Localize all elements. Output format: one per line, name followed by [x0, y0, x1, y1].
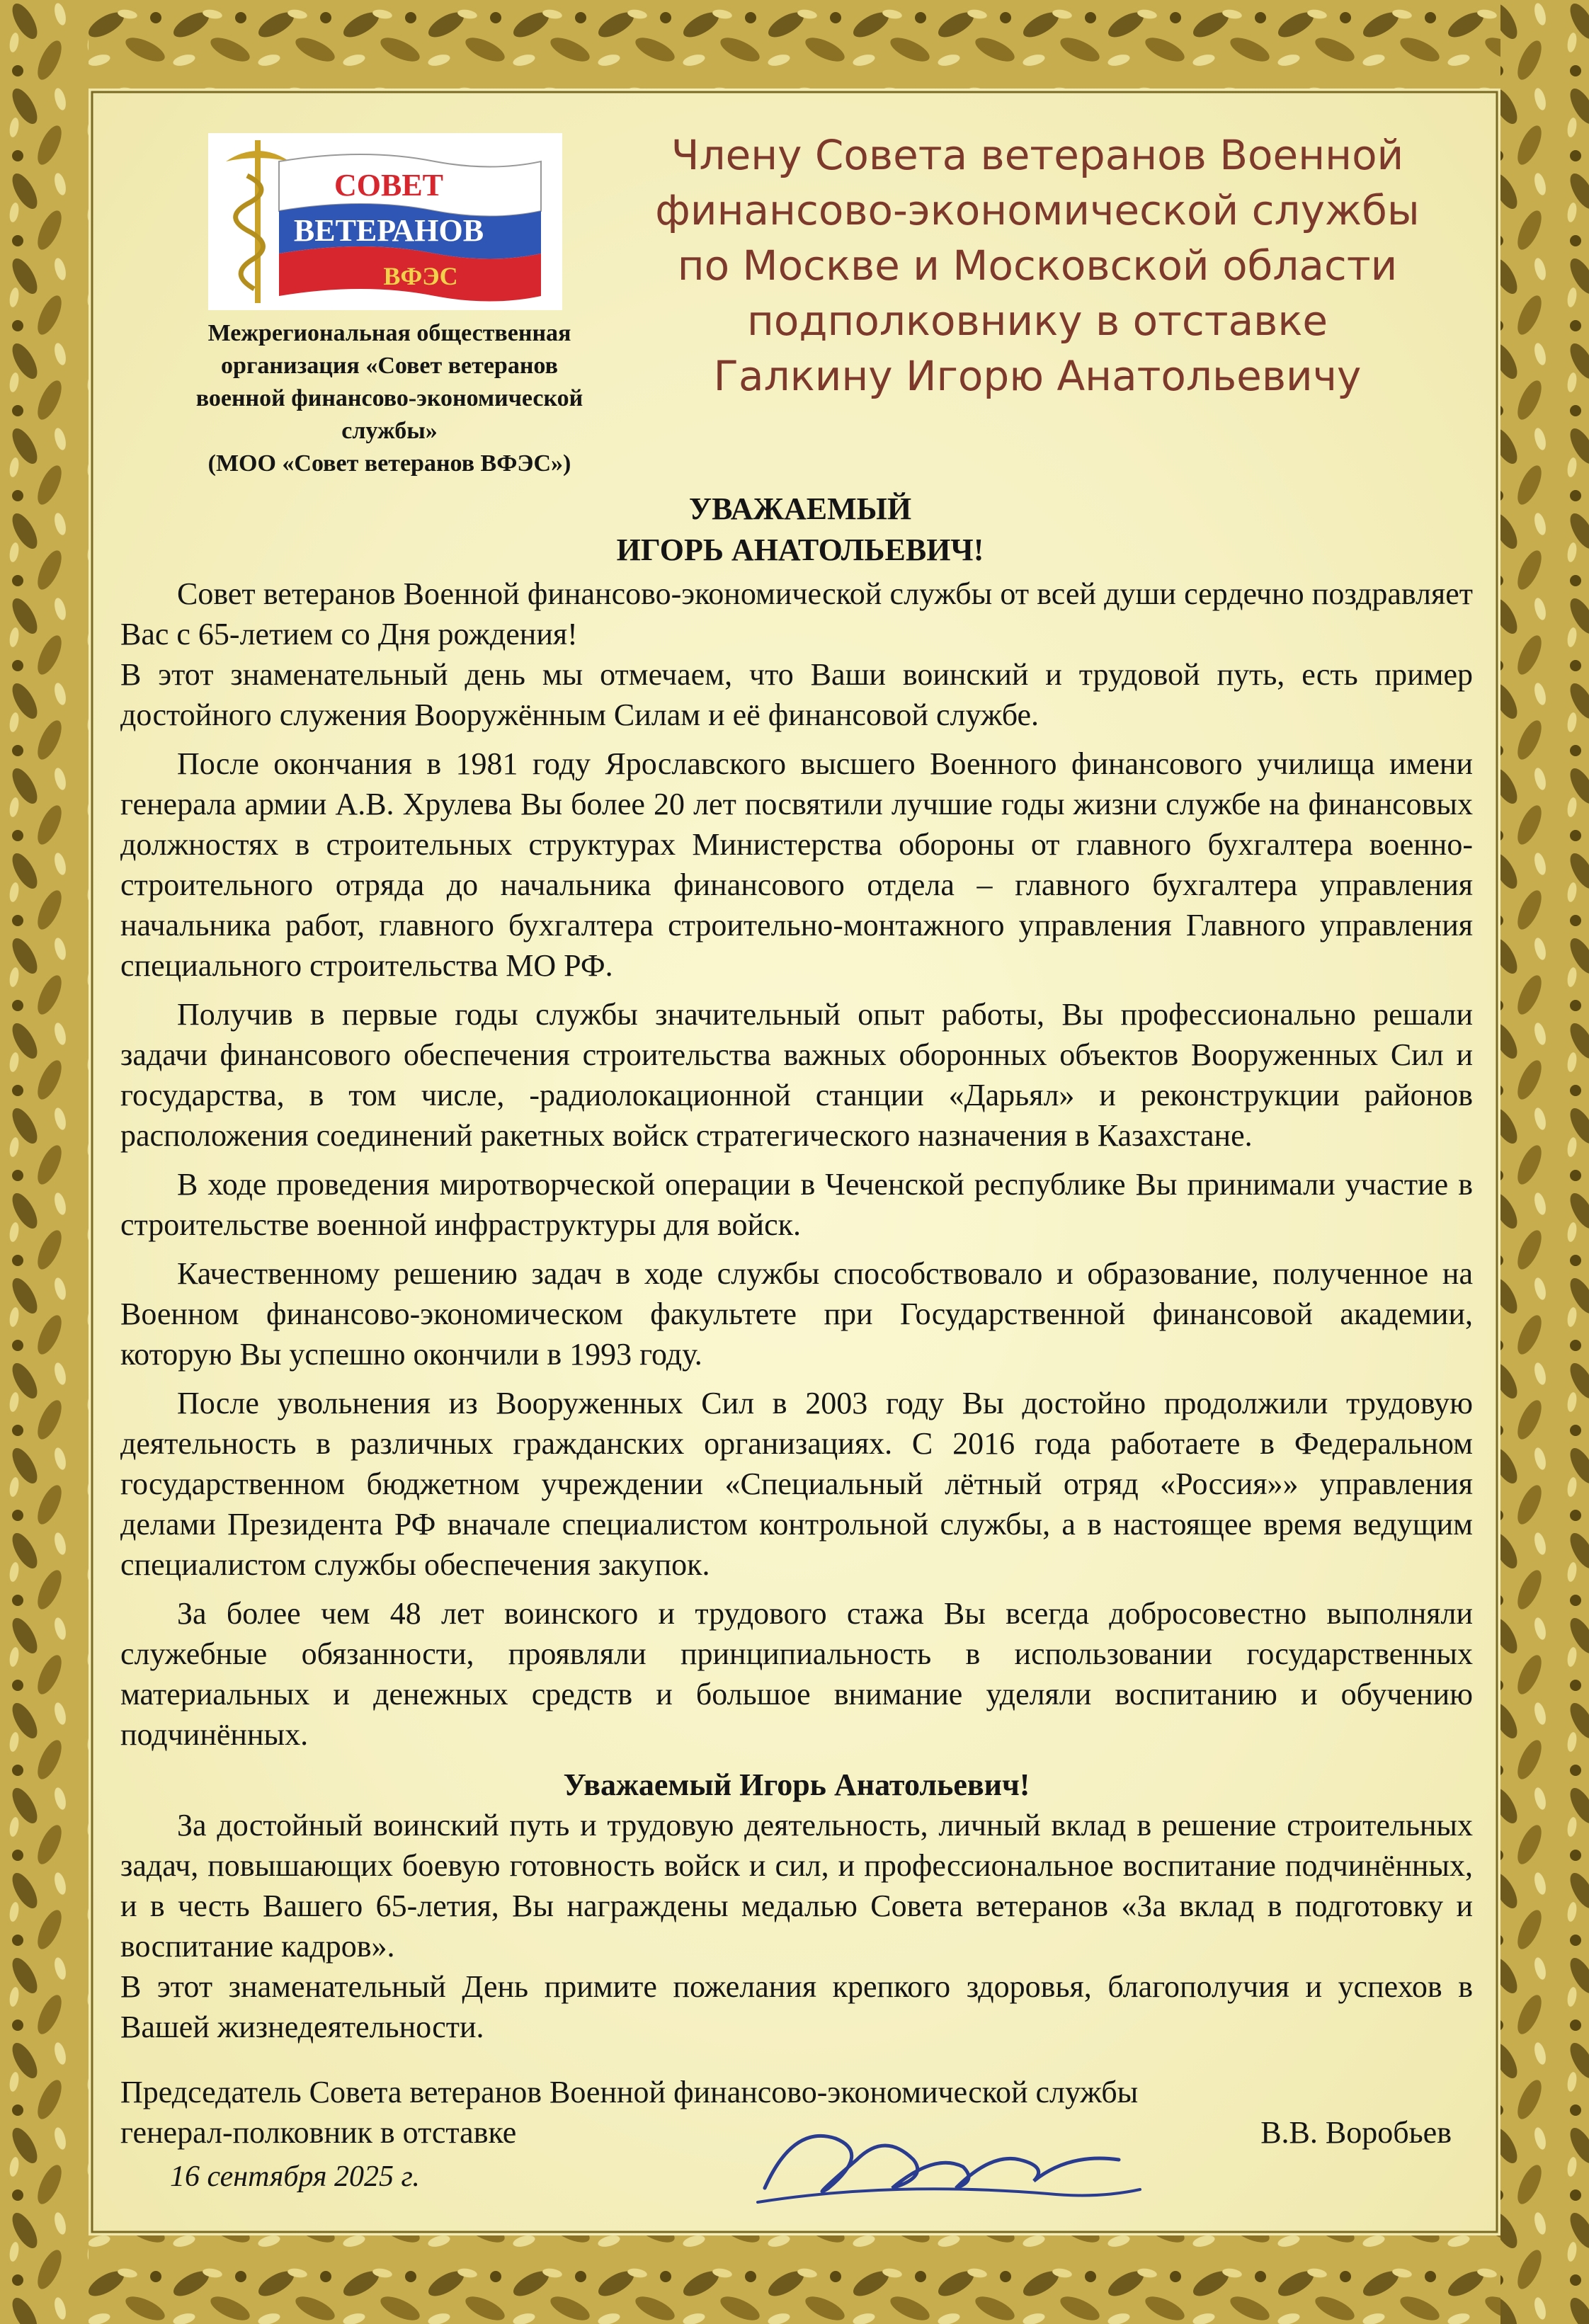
paragraph: За достойный воинский путь и трудовую деятельность, личный вклад в решение строительных задач, повышающих боевую готовность войск и сил, и профессиональное воспитание подчинённых, и в честь Вашего 65-летия, Вы награждены медалью Совета ветеранов «За вклад в подготовку и воспитание кадров».	[120, 1808, 1473, 1964]
org-line: военной финансово-экономической	[195, 385, 583, 411]
mid-salutation: Уважаемый Игорь Анатольевич!	[563, 1767, 1030, 1802]
org-line: службы»	[341, 418, 438, 444]
recipient-block	[637, 127, 1437, 404]
paragraph: После увольнения из Вооруженных Сил в 2003 году Вы достойно продолжили трудовую деятельность в различных гражданских организациях. С 2016 года работаете в Федеральном государственном бюджетном учреждении «Специальный лётный отряд «Россия»» управления делами Президента РФ вначале специалистом контрольной службы, а в настоящее время ведущим специалистом службы обеспечения закупок.	[120, 1386, 1473, 1582]
svg-text:СОВЕТ: СОВЕТ	[334, 168, 444, 203]
council-logo	[208, 133, 562, 310]
salutation-line: ИГОРЬ АНАТОЛЬЕВИЧ!	[616, 532, 984, 567]
paragraph: После окончания в 1981 году Ярославского высшего Военного финансового училища имени генерала армии А.В. Хрулева Вы более 20 лет посвятили лучшие годы жизни службе на финансовых должностях в строительных структурах Министерства обороны от главного бухгалтера военно-строительного отряда до начальника финансового отдела – главного бухгалтера управления начальника работ, главного бухгалтера строительно-монтажного управления Главного управления специального строительства МО РФ.	[120, 746, 1473, 983]
organization-name	[142, 317, 637, 480]
paragraph: В этот знаменательный День примите пожелания крепкого здоровья, благополучия и успехов в Вашей жизнедеятельности.	[120, 1969, 1473, 2044]
recipient-line: финансово-экономической службы	[655, 186, 1420, 234]
signer-position: Председатель Совета ветеранов Военной финансово-экономической службы	[120, 2075, 1139, 2109]
recipient-line: по Москве и Московской области	[677, 241, 1398, 290]
salutation-line: УВАЖАЕМЫЙ	[688, 491, 912, 526]
recipient-line: Галкину Игорю Анатольевичу	[713, 352, 1362, 400]
paragraph: Совет ветеранов Военной финансово-экономической службы от всей души сердечно поздравляет Вас с 65-летием со Дня рождения!	[120, 576, 1473, 651]
signer-name: В.В. Воробьев	[1260, 2115, 1452, 2150]
salutation	[425, 489, 1175, 571]
org-line: Межрегиональная общественная	[207, 320, 571, 346]
paragraph: В ходе проведения миротворческой операции в Чеченской республике Вы принимали участие в строительстве военной инфраструктуры для войск.	[120, 1167, 1473, 1242]
paragraph: Качественному решению задач в ходе службы способствовало и образование, полученное на Военном финансово-экономическом факультете при Государственной финансовой академии, которую Вы успешно окончили в 1993 году.	[120, 1256, 1473, 1372]
signer-rank: генерал-полковник в отставке	[120, 2115, 517, 2150]
paragraph: За более чем 48 лет воинского и трудового стажа Вы всегда добросовестно выполняли служебные обязанности, проявляли принципиальность в использовании государственных материальных и денежных средств и большое внимание уделяли воспитанию и обучению подчинённых.	[120, 1596, 1473, 1752]
org-line: (МОО «Совет ветеранов ВФЭС»)	[207, 450, 571, 477]
paragraph: Получив в первые годы службы значительный опыт работы, Вы профессионально решали задачи финансового обеспечения строительства важных оборонных объектов Вооруженных Сил и государства, в том числе, -радиолокационной станции «Дарьял» и реконструкции районов расположения соединений ракетных войск стратегического назначения в Казахстане.	[120, 997, 1473, 1153]
svg-text:ВЕТЕРАНОВ: ВЕТЕРАНОВ	[293, 213, 484, 248]
recipient-line: подполковнику в отставке	[746, 297, 1328, 345]
letter-date: 16 сентября 2025 г.	[170, 2160, 420, 2193]
org-line: организация «Совет ветеранов	[221, 353, 558, 379]
handwritten-signature	[751, 2110, 1147, 2216]
recipient-line: Члену Совета ветеранов Военной	[671, 131, 1404, 179]
paragraph: В этот знаменательный день мы отмечаем, что Ваши воинский и трудовой путь, есть пример достойного служения Вооружённым Силам и её финансовой службе.	[120, 657, 1473, 732]
svg-text:ВФЭС: ВФЭС	[383, 262, 458, 290]
letter-body	[120, 574, 1473, 2047]
